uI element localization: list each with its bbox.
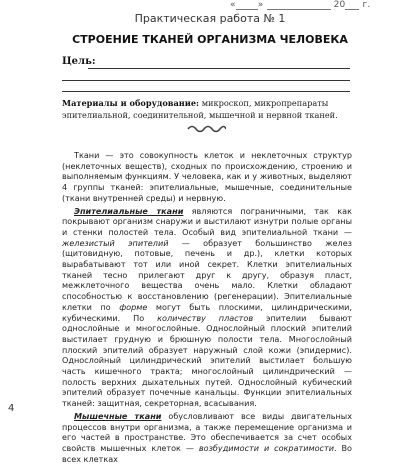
- date-year-suffix: г.: [362, 0, 371, 10]
- term-properties: возбудимости и сократимости: [198, 442, 334, 453]
- goal-answer-line-2: [62, 80, 350, 81]
- paragraph-tissues: Ткани — это совокупность клеток и неклеточных структур (неклеточных веществ), сходных по происхождению, строению и выполняемым функциям. У человека, как и у животных, выделяют 4 группы тканей: эпителиальные, мышечные, соединительные (ткани внутренней среды) и нервную.: [62, 150, 352, 203]
- date-year-blank: [345, 1, 359, 10]
- text-span: . Во всех клетках: [62, 442, 352, 464]
- goal-answer-line-1: [88, 68, 350, 69]
- date-month-blank: [267, 1, 331, 10]
- materials-text: микроскоп, микропрепараты эпителиальной, соединительной, мышечной и нервной тканей.: [62, 98, 338, 120]
- term-form: форме: [119, 301, 148, 312]
- paragraph-epithelial: [62, 206, 352, 409]
- wavy-divider-icon: [186, 123, 226, 135]
- text-span: — образует большинство желез (щитовидную, потовые, печень и др.), клетки которых вырабатывают тот или иной секрет. Клетки эпителиальных тканей тесно прилегают друг к другу, образуя пласт, межклеточного вещества очень мало. Клетки обладают способностью к восстановлению (регенерации). Эпителиальные клетки по: [62, 237, 352, 312]
- term-epithelial: Эпителиальные ткани: [74, 205, 184, 216]
- page-title: СТРОЕНИЕ ТКАНЕЙ ОРГАНИЗМА ЧЕЛОВЕКА: [72, 33, 348, 46]
- goal-label: Цель:: [62, 56, 96, 67]
- term-glandular: железистый эпителий: [62, 237, 169, 248]
- materials-section: [62, 97, 352, 121]
- materials-label: Материалы и оборудование:: [62, 98, 200, 108]
- paragraph-muscle: [62, 411, 352, 465]
- goal-answer-line-3: [62, 91, 350, 92]
- text-span: эпителии бывают однослойные и многослойные. Однослойный плоский эпителий выстилает грудную и брюшную полости тела. Многослойный плоский эпителий образует наружный слой кожи (эпидермис). Однослойный цилиндрический эпителий выстилает большую часть кишечного тракта; многослойный цилиндрический — полость верхних дыхательных путей. Однослойный кубический эпителий образует почечные канальцы. Функции эпителиальных тканей: защитная, секреторная, всасывания.: [62, 312, 352, 409]
- date-open-quote: «: [230, 0, 236, 10]
- practical-work-header: Практическая работа № 1: [134, 12, 286, 25]
- page-number: 4: [8, 403, 15, 414]
- theory-text: [62, 150, 352, 466]
- date-close-quote: »: [257, 0, 264, 10]
- term-muscle: Мышечные ткани: [74, 410, 162, 421]
- text-span: могут быть плоскими, цилиндрическими, кубическими. По: [62, 301, 353, 323]
- date-year-prefix: 20: [333, 0, 346, 10]
- text-span: обусловливают все виды двигательных процессов внутри организма, а также перемещение организма и его частей в пространстве. Это обеспечивается за счет особых свойств мышечных клеток —: [62, 410, 352, 453]
- text-span: являются пограничными, так как покрывают организм снаружи и выстилают изнутри полые органы и стенки полостей тела. Особый вид эпителиальной ткани —: [62, 205, 352, 237]
- term-layers: количеству пластов: [157, 312, 254, 323]
- date-day-blank: [236, 1, 258, 10]
- date-line: [230, 0, 370, 10]
